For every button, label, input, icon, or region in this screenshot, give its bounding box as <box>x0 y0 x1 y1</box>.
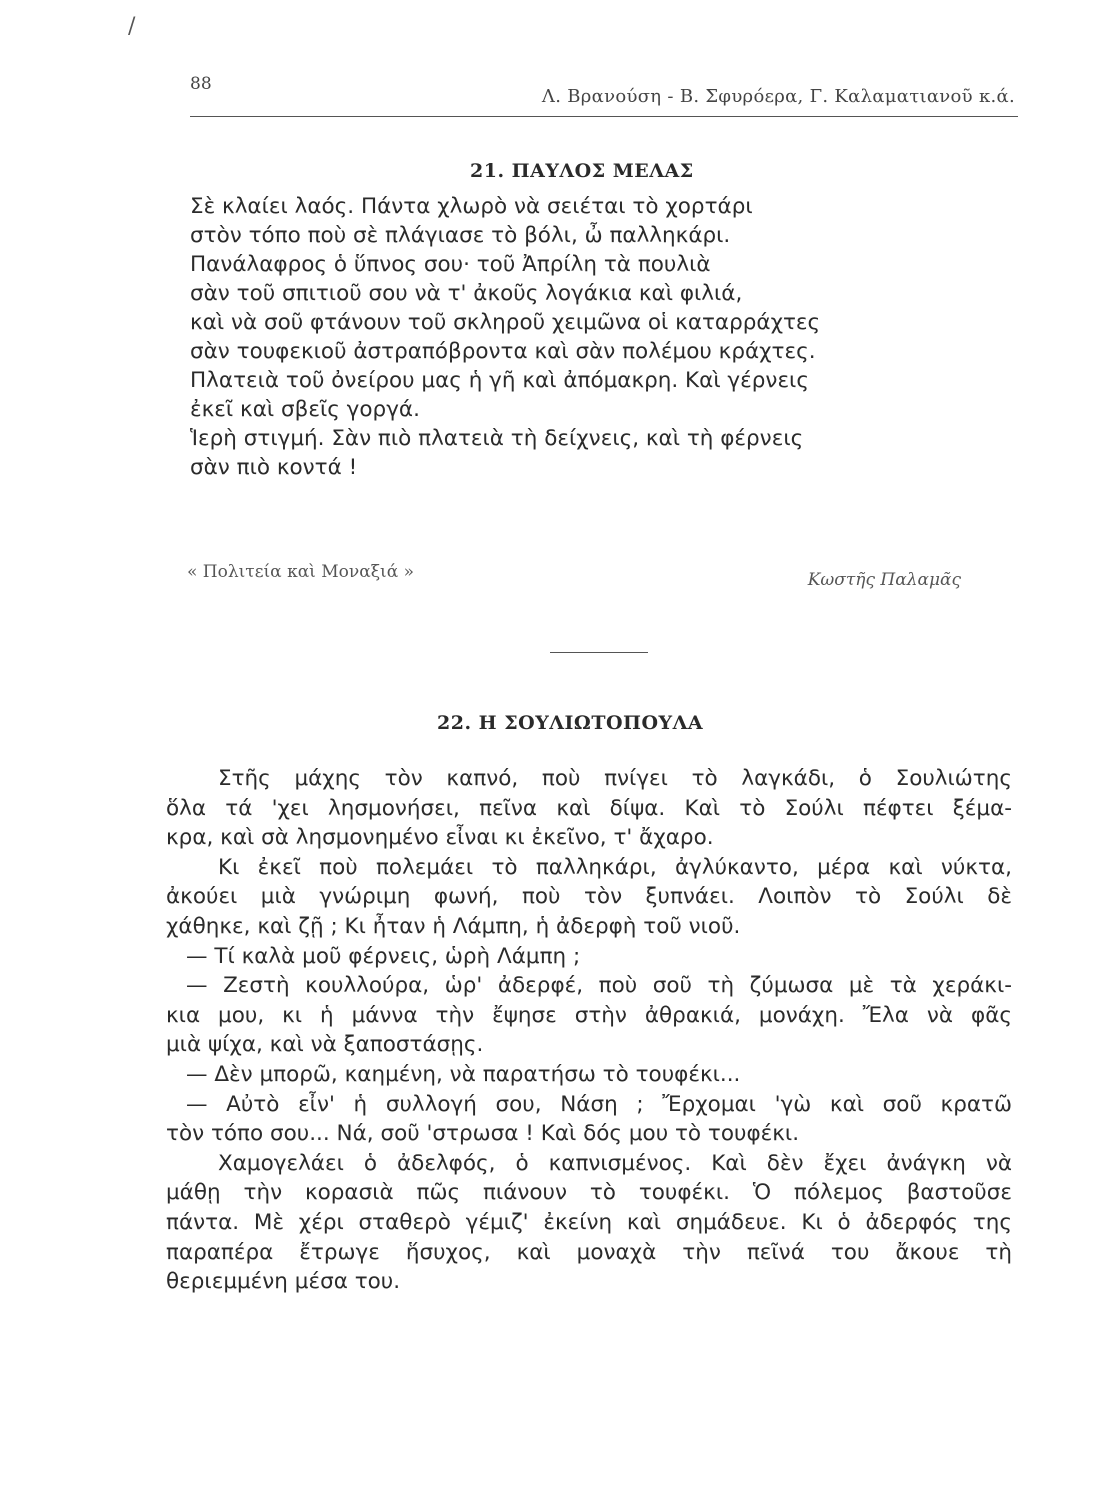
prose-line: — Τί καλὰ μοῦ φέρνεις, ὡρὴ Λάμπη ; <box>186 943 581 969</box>
prose-body <box>166 764 1012 1297</box>
prose-line: Χαμογελάει ὁ ἀδελφός, ὁ καπνισμένος. Καὶ δὲν ἔχει ἀνάγκη νὰ <box>218 1150 1012 1176</box>
stray-pen-mark: / <box>128 14 136 39</box>
prose-line: παραπέρα ἔτρωγε ἥσυχος, καὶ μοναχὰ τὴν πεῖνά του ἄκουε τὴ <box>166 1239 1012 1265</box>
prose-line: τὸν τόπο σου... Νά, σοῦ 'στρωσα ! Καὶ δός μου τὸ τουφέκι. <box>166 1121 800 1147</box>
running-head: Λ. Βρανούση - Β. Σφυρόερα, Γ. Καλαματιανοῦ κ.ά. <box>541 86 1015 107</box>
page-number: 88 <box>190 74 212 94</box>
prose-line: χάθηκε, καὶ ζῇ ; Κι ἦταν ἡ Λάμπη, ἡ ἀδερφὴ τοῦ νιοῦ. <box>166 913 741 939</box>
header-rule <box>190 116 1018 117</box>
poet-name: Κωστῆς Παλαμᾶς <box>807 570 961 590</box>
prose-line: — Αὐτὸ εἶν' ἡ συλλογή σου, Νάση ; Ἔρχομαι 'γὼ καὶ σοῦ κρατῶ <box>186 1091 1012 1117</box>
section-title-22: 22. Η ΣΟΥΛΙΩΤΟΠΟΥΛΑ <box>437 712 704 734</box>
poem-line: σὰν τοῦ σπιτιοῦ σου νὰ τ' ἀκοῦς λογάκια καὶ φιλιά, <box>190 281 743 306</box>
poem-line: Πλατειὰ τοῦ ὀνείρου μας ἡ γῆ καὶ ἀπόμακρη. Καὶ γέρνεις <box>190 368 809 393</box>
prose-line: ὅλα τά 'χει λησμονήσει, πεῖνα καὶ δίψα. Καὶ τὸ Σούλι πέφτει ξέμα- <box>166 795 1012 821</box>
prose-line: — Ζεστὴ κουλλούρα, ὡρ' ἀδερφέ, ποὺ σοῦ τὴ ζύμωσα μὲ τὰ χεράκι- <box>186 973 1012 999</box>
section-divider <box>550 652 648 653</box>
poem-citation: « Πολιτεία καὶ Μοναξιά » <box>187 562 415 582</box>
prose-line: κρα, καὶ σὰ λησμονημένο εἶναι κι ἐκεῖνο, τ' ἄχαρο. <box>166 825 714 851</box>
section-title-21: 21. ΠΑΥΛΟΣ ΜΕΛΑΣ <box>470 160 694 182</box>
poem-line: Πανάλαφρος ὁ ὕπνος σου· τοῦ Ἀπρίλη τὰ πουλιὰ <box>190 252 711 277</box>
poem-line: σὰν τουφεκιοῦ ἀστραπόβροντα καὶ σὰν πολέμου κράχτες. <box>190 339 816 364</box>
prose-line: μάθῃ τὴν κορασιὰ πῶς πιάνουν τὸ τουφέκι. Ὁ πόλεμος βαστοῦσε <box>166 1180 1012 1206</box>
poem-line: στὸν τόπο ποὺ σὲ πλάγιασε τὸ βόλι, ὦ παλληκάρι. <box>190 223 731 248</box>
poem-line: καὶ νὰ σοῦ φτάνουν τοῦ σκληροῦ χειμῶνα οἱ καταρράχτες <box>190 310 821 335</box>
prose-line: μιὰ ψίχα, καὶ νὰ ξαποστάσῃς. <box>166 1032 484 1058</box>
prose-line: Κι ἐκεῖ ποὺ πολεμάει τὸ παλληκάρι, ἀγλύκαντο, μέρα καὶ νύκτα, <box>218 854 1012 880</box>
poem-line: σὰν πιὸ κοντά ! <box>190 455 358 480</box>
page-header <box>190 70 1015 114</box>
prose-line: πάντα. Μὲ χέρι σταθερὸ γέμιζ' ἐκείνη καὶ σημάδευε. Κι ὁ ἀδερφός της <box>166 1209 1012 1235</box>
prose-line: κια μου, κι ἡ μάννα τὴν ἔψησε στὴν ἀθρακιά, μονάχη. Ἔλα νὰ φᾶς <box>166 1002 1012 1028</box>
prose-line: ἀκούει μιὰ γνώριμη φωνή, ποὺ τὸν ξυπνάει. Λοιπὸν τὸ Σούλι δὲ <box>166 884 1012 910</box>
prose-line: — Δὲν μπορῶ, καημένη, νὰ παρατήσω τὸ τουφέκι... <box>186 1061 741 1087</box>
prose-line: Στῆς μάχης τὸν καπνό, ποὺ πνίγει τὸ λαγκάδι, ὁ Σουλιώτης <box>218 766 1012 791</box>
poem-line: Σὲ κλαίει λαός. Πάντα χλωρὸ νὰ σειέται τὸ χορτάρι <box>190 194 753 219</box>
prose-line: θεριεμμένη μέσα του. <box>166 1269 401 1295</box>
poem-body <box>190 192 950 482</box>
poem-line: Ἱερὴ στιγμή. Σὰν πιὸ πλατειὰ τὴ δείχνεις, καὶ τὴ φέρνεις <box>190 426 804 451</box>
poem-line: ἐκεῖ καὶ σβεῖς γοργά. <box>190 397 420 422</box>
